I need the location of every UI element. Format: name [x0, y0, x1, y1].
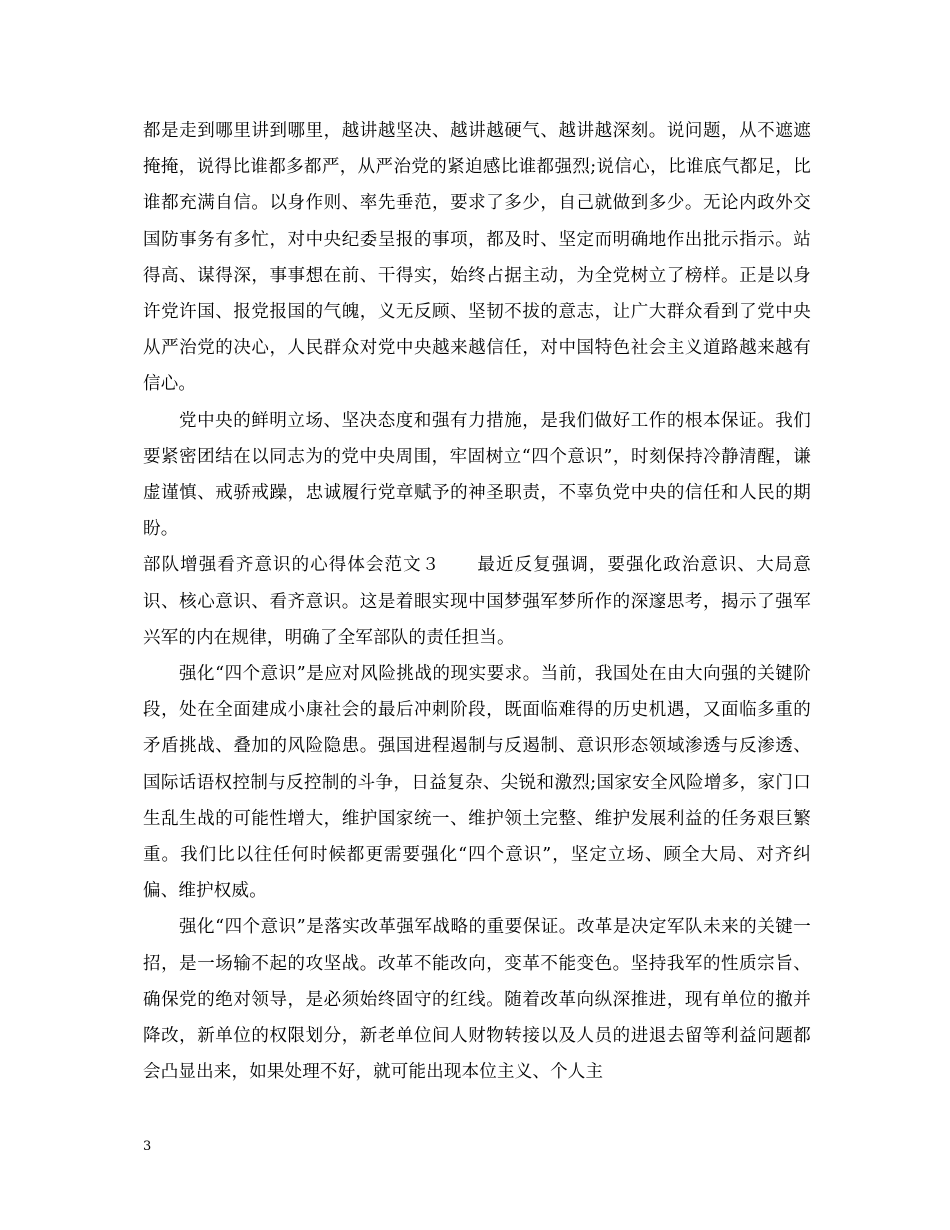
- body-text: [143, 113, 811, 1090]
- paragraph-2: 党中央的鲜明立场、坚决态度和强有力措施，是我们做好工作的根本保证。我们要紧密团结在以同志为的党中央周围，牢固树立“四个意识”，时刻保持冷静清醒，谦虚谨慎、戒骄戒躁，忠诚履行党章赋予的神圣职责，不辜负党中央的信任和人民的期盼。: [143, 410, 811, 540]
- page-number: 3: [143, 1139, 152, 1154]
- paragraph-4: 强化“四个意识”是应对风险挑战的现实要求。当前，我国处在由大向强的关键阶段，处在全面建成小康社会的最后冲刺阶段，既面临难得的历史机遇，又面临多重的矛盾挑战、叠加的风险隐患。强国进程遏制与反遏制、意识形态领域渗透与反渗透、国际话语权控制与反控制的斗争，日益复杂、尖锐和激烈;国家安全风险增多，家门口生乱生战的可能性增大，维护国家统一、维护领土完整、维护发展利益的任务艰巨繁重。我们比以往任何时候都更需要强化“四个意识”，坚定立场、顾全大局、对齐纠偏、维护权威。: [143, 664, 811, 902]
- paragraph-5: 强化“四个意识”是落实改革强军战略的重要保证。改革是决定军队未来的关键一招，是一场输不起的攻坚战。改革不能改向，变革不能变色。坚持我军的性质宗旨、确保党的绝对领导，是必须始终固守的红线。随着改革向纵深推进，现有单位的撤并降改，新单位的权限划分，新老单位间人财物转接以及人员的进退去留等利益问题都会凸显出来，如果处理不好，就可能出现本位主义、个人主: [143, 917, 811, 1083]
- paragraph-3-heading: 部队增强看齐意识的心得体会范文３ 最近反复强调，要强化政治意识、大局意识、核心意识、看齐意识。这是着眼实现中国梦强军梦所作的深邃思考，揭示了强军兴军的内在规律，明确了全军部队的责任担当。: [143, 555, 811, 648]
- paragraph-1: 都是走到哪里讲到哪里，越讲越坚决、越讲越硬气、越讲越深刻。说问题，从不遮遮掩掩，说得比谁都多都严，从严治党的紧迫感比谁都强烈;说信心，比谁底气都足，比谁都充满自信。以身作则、率先垂范，要求了多少，自己就做到多少。无论内政外交国防事务有多忙，对中央纪委呈报的事项，都及时、坚定而明确地作出批示指示。站得高、谋得深，事事想在前、干得实，始终占据主动，为全党树立了榜样。正是以身许党许国、报党报国的气魄，义无反顾、坚韧不拔的意志，让广大群众看到了党中央从严治党的决心，人民群众对党中央越来越信任，对中国特色社会主义道路越来越有信心。: [143, 121, 811, 395]
